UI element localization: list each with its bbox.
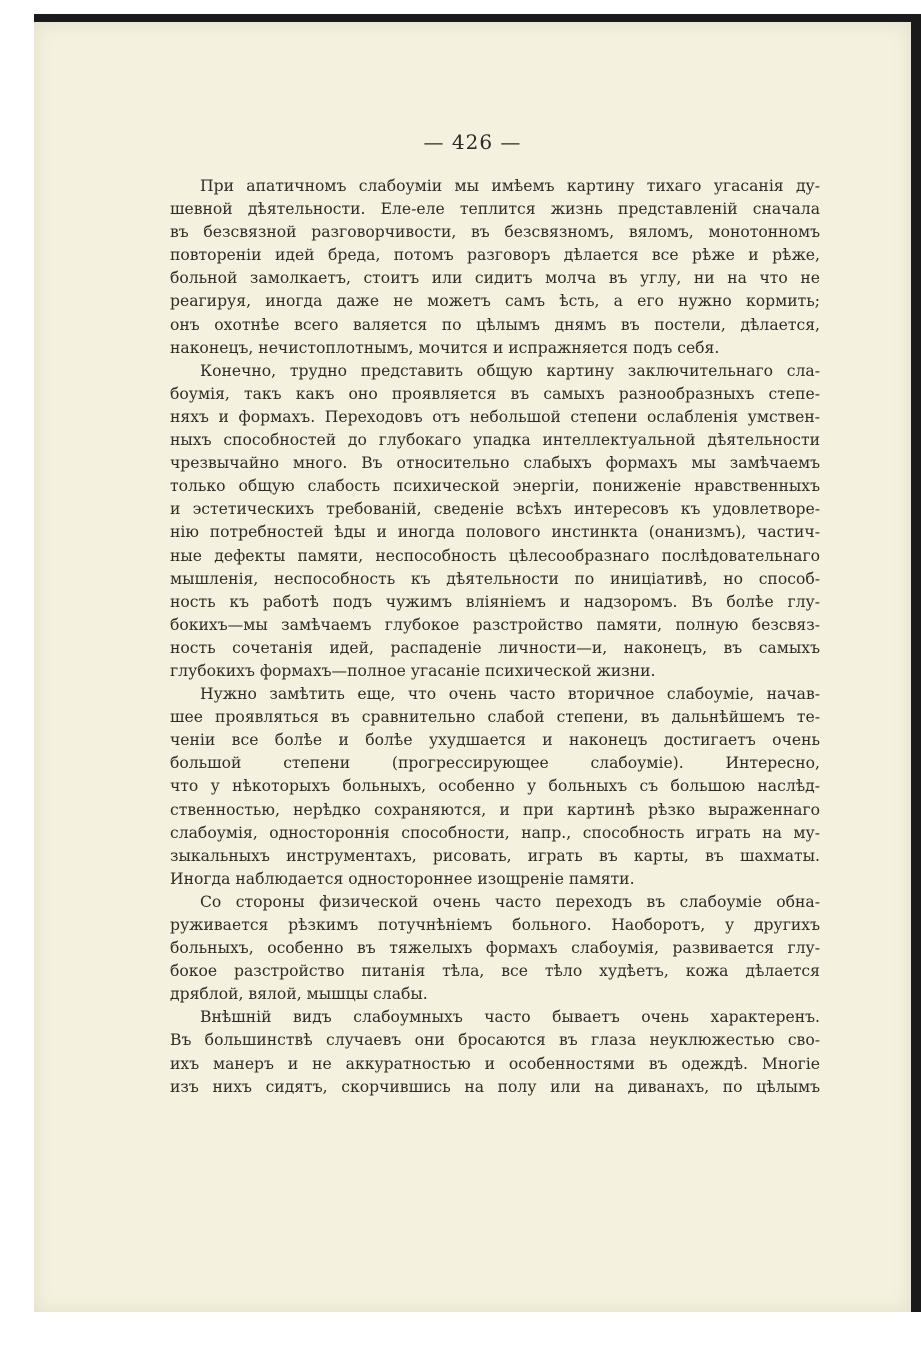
text-line: Въ большинствѣ случаевъ они бросаются въ глаза неуклюжестью сво- [170,1031,820,1050]
paragraph [170,1006,820,1098]
text-line: въ безсвязной разговорчивости, въ безсвязномъ, вяломъ, монотонномъ [170,223,820,242]
text-line: бокое разстройство питанія тѣла, все тѣло худѣетъ, кожа дѣлается [170,962,820,981]
text-line: зыкальныхъ инструментахъ, рисовать, играть въ карты, въ шахматы. [170,846,820,865]
text-line: слабоумія, одностороннія способности, напр., способность играть на му- [170,823,820,842]
text-line: ность къ работѣ подъ чужимъ вліяніемъ и надзоромъ. Въ болѣе глу- [170,592,820,611]
text-line: изъ нихъ сидятъ, скорчившись на полу или на диванахъ, по цѣлымъ [170,1077,820,1096]
text-line: и эстетическихъ требованій, сведеніе всѣхъ интересовъ къ удовлетворе- [170,500,820,519]
text-line: онъ охотнѣе всего валяется по цѣлымъ днямъ въ постели, дѣлается, [170,315,820,334]
text-line: больной замолкаетъ, стоитъ или сидитъ молча въ углу, ни на что не [170,269,820,288]
paragraph [170,683,820,891]
text-line: больныхъ, особенно въ тяжелыхъ формахъ слабоумія, развивается глу- [170,939,820,958]
text-line: ность сочетанія идей, распаденіе личности—и, наконецъ, въ самыхъ [170,638,820,657]
text-line: чрезвычайно много. Въ относительно слабыхъ формахъ мы замѣчаемъ [170,454,820,473]
text-line: что у нѣкоторыхъ больныхъ, особенно у больныхъ съ большою наслѣд- [170,777,820,796]
scan-edge-top [34,14,921,22]
text-line: шевной дѣятельности. Еле-еле теплится жизнь представленій сначала [170,200,820,219]
text-line: Конечно, трудно представить общую картину заключительнаго сла- [200,361,820,380]
paragraph [170,360,820,683]
text-line: реагируя, иногда даже не можетъ самъ ѣсть, а его нужно кормить; [170,292,820,311]
book-page [34,22,911,1312]
paragraph [170,891,820,1006]
text-line: При апатичномъ слабоуміи мы имѣемъ картину тихаго угасанія ду- [200,177,820,195]
text-line: нію потребностей ѣды и иногда полового инстинкта (онанизмъ), частич- [170,523,820,542]
text-line: наконецъ, нечистоплотнымъ, мочится и испражняется подъ себя. [170,338,720,357]
text-line: дряблой, вялой, мышцы слабы. [170,985,428,1004]
text-line: ные дефекты памяти, неспособность цѣлесообразнаго послѣдовательнаго [170,546,820,565]
text-line: ственностью, нерѣдко сохраняются, и при картинѣ рѣзко выраженнаго [170,800,820,819]
text-line: ченіи все болѣе и болѣе ухудшается и наконецъ достигаетъ очень [170,731,820,750]
text-line: Нужно замѣтить еще, что очень часто вторичное слабоуміе, начав- [200,685,820,704]
page-number: — 426 — [423,130,522,154]
text-line: шее проявляться въ сравнительно слабой степени, въ дальнѣйшемъ те- [170,708,820,727]
text-line: руживается рѣзкимъ потучнѣніемъ больного. Наоборотъ, у другихъ [170,916,820,934]
text-line: Иногда наблюдается одностороннее изощреніе памяти. [170,869,635,888]
text-line: только общую слабость психической энергіи, пониженіе нравственныхъ [170,477,820,496]
text-line: большой степени (прогрессирующее слабоуміе). Интересно, [170,754,820,773]
page-body [170,175,820,1099]
text-line: ихъ манеръ и не аккуратностью и особенностями въ одеждѣ. Многіе [170,1054,820,1073]
text-line: ныхъ способностей до глубокаго упадка интеллектуальной дѣятельности [170,431,820,450]
text-line: повтореніи идей бреда, потомъ разговоръ дѣлается все рѣже и рѣже, [170,246,820,265]
text-line: бокихъ—мы замѣчаемъ глубокое разстройство памяти, полную безсвяз- [170,615,820,634]
text-line: боумія, такъ какъ оно проявляется въ самыхъ разнообразныхъ степе- [170,384,820,403]
text-line: глубокихъ формахъ—полное угасаніе психической жизни. [170,661,656,680]
text-line: Внѣшній видъ слабоумныхъ часто бываетъ очень характеренъ. [200,1008,820,1027]
text-line: няхъ и формахъ. Переходовъ отъ небольшой степени ослабленія умствен- [170,407,820,426]
paragraph [170,175,820,360]
scan-edge-right [911,14,921,1312]
text-line: Со стороны физической очень часто переходъ въ слабоуміе обна- [200,892,820,911]
text-line: мышленія, неспособность къ дѣятельности по иниціативѣ, но способ- [170,569,820,588]
